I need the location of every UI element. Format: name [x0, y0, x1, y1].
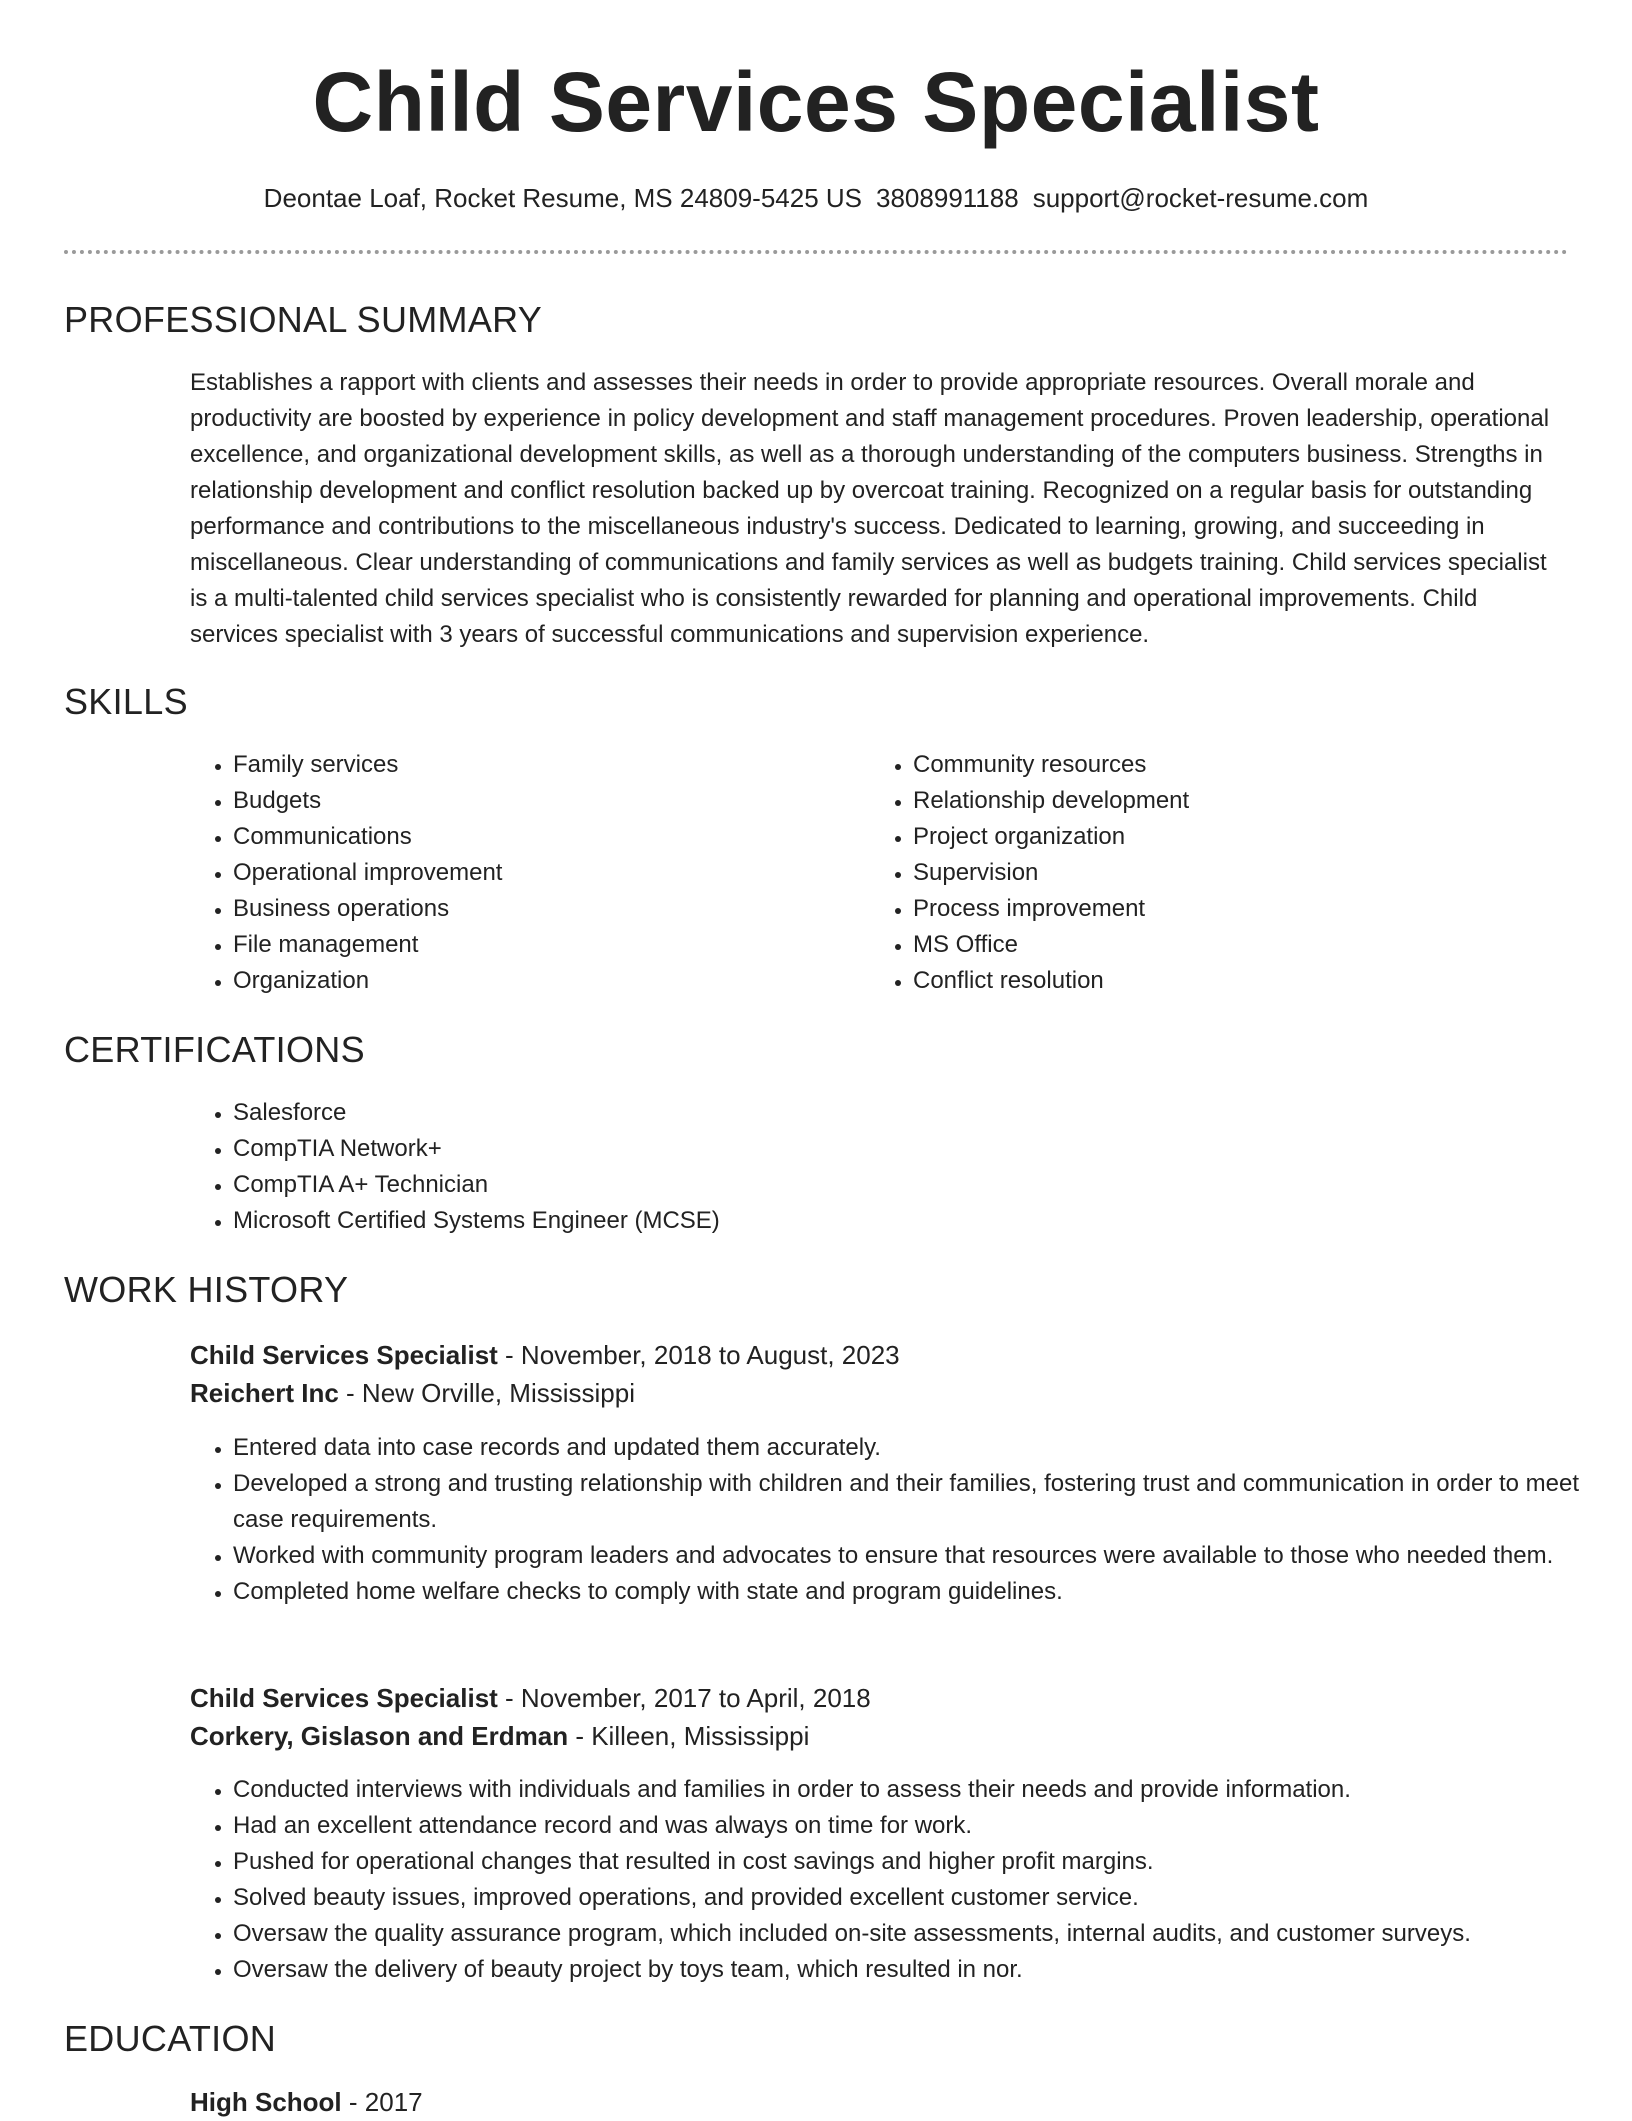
job-1-company: Reichert Inc — [190, 1378, 339, 1408]
certification-item: • CompTIA A+ Technician — [233, 1167, 1533, 1203]
skill-item: • MS Office — [913, 927, 1553, 963]
job-1-company-line — [190, 1374, 635, 1412]
skill-item: • Organization — [233, 963, 793, 999]
contact-email[interactable]: support@rocket-resume.com — [1032, 183, 1369, 213]
job-2-company-line — [190, 1717, 809, 1755]
resume-name: Child Services Specialist — [312, 55, 1320, 149]
skill-item: • File management — [233, 927, 793, 963]
certification-item: • Microsoft Certified Systems Engineer (MCSE) — [233, 1203, 1533, 1239]
skill-item: • Project organization — [913, 819, 1553, 855]
skills-list-right — [870, 747, 1553, 999]
section-title-certifications: CERTIFICATIONS — [64, 1029, 365, 1070]
job-bullet: • Conducted interviews with individuals and families in order to assess their needs and provide information. — [233, 1772, 1613, 1808]
certification-item: • Salesforce — [233, 1095, 1533, 1131]
job-bullet: • Oversaw the quality assurance program, which included on-site assessments, internal audits, and customer surveys. — [233, 1916, 1613, 1952]
job-bullet: • Had an excellent attendance record and was always on time for work. — [233, 1808, 1613, 1844]
skill-item: • Operational improvement — [233, 855, 793, 891]
job-1-title-line — [190, 1336, 900, 1374]
section-title-summary: PROFESSIONAL SUMMARY — [64, 299, 543, 340]
job-bullet: • Completed home welfare checks to comply with state and program guidelines. — [233, 1574, 1613, 1610]
job-2-title: Child Services Specialist — [190, 1683, 498, 1713]
job-2-dates: - November, 2017 to April, 2018 — [497, 1683, 871, 1713]
header-divider — [64, 250, 1568, 254]
skill-item: • Business operations — [233, 891, 793, 927]
job-1-title: Child Services Specialist — [190, 1340, 498, 1370]
education-line — [190, 2083, 423, 2121]
job-bullet: • Oversaw the delivery of beauty project by toys team, which resulted in nor. — [233, 1952, 1613, 1988]
job-1-location: - New Orville, Mississippi — [338, 1378, 635, 1408]
skill-item: • Family services — [233, 747, 793, 783]
skill-item: • Relationship development — [913, 783, 1553, 819]
skill-item: • Process improvement — [913, 891, 1553, 927]
skill-item: • Community resources — [913, 747, 1553, 783]
job-1-dates: - November, 2018 to August, 2023 — [497, 1340, 900, 1370]
section-title-education: EDUCATION — [64, 2018, 277, 2059]
job-bullet: • Worked with community program leaders and advocates to ensure that resources were available to those who needed them. — [233, 1538, 1613, 1574]
education-year: - 2017 — [341, 2087, 423, 2117]
job-2-location: - Killeen, Mississippi — [568, 1721, 810, 1751]
job-2-bullets — [190, 1772, 1613, 1988]
education-degree: High School — [190, 2087, 342, 2117]
job-bullet: • Developed a strong and trusting relationship with children and their families, fostering trust and communication in order to meet case requirements. — [233, 1466, 1613, 1538]
section-title-work-history: WORK HISTORY — [64, 1269, 349, 1310]
skill-item: • Supervision — [913, 855, 1553, 891]
skill-item: • Conflict resolution — [913, 963, 1553, 999]
skills-list-left — [190, 747, 793, 999]
contact-phone: 3808991188 — [876, 183, 1019, 213]
skill-item: • Communications — [233, 819, 793, 855]
certification-item: • CompTIA Network+ — [233, 1131, 1533, 1167]
job-bullet: • Pushed for operational changes that resulted in cost savings and higher profit margins. — [233, 1844, 1613, 1880]
skill-item: • Budgets — [233, 783, 793, 819]
contact-address: Deontae Loaf, Rocket Resume, MS 24809-5425 US — [263, 183, 863, 213]
contact-line — [0, 180, 1632, 216]
certifications-list — [190, 1095, 1533, 1239]
job-2-company: Corkery, Gislason and Erdman — [190, 1721, 569, 1751]
job-1-bullets — [190, 1430, 1613, 1610]
summary-text: Establishes a rapport with clients and assesses their needs in order to provide appropriate resources. Overall morale and productivity are boosted by experience in policy development and staff management procedures. Proven leadership, operational excellence, and organizational development skills, as well as a thorough understanding of the computers business. Strengths in relationship development and conflict resolution backed up by overcoat training. Recognized on a regular basis for outstanding performance and contributions to the miscellaneous industry's success. Dedicated to learning, growing, and succeeding in miscellaneous. Clear understanding of communications and family services as well as budgets training. Child services specialist is a multi-talented child services specialist who is consistently rewarded for planning and operational improvements. Child services specialist with 3 years of successful communications and supervision experience. — [190, 369, 1550, 648]
job-bullet: • Solved beauty issues, improved operations, and provided excellent customer service. — [233, 1880, 1613, 1916]
job-bullet: • Entered data into case records and updated them accurately. — [233, 1430, 1613, 1466]
job-2-title-line — [190, 1679, 871, 1717]
section-title-skills: SKILLS — [64, 681, 188, 722]
